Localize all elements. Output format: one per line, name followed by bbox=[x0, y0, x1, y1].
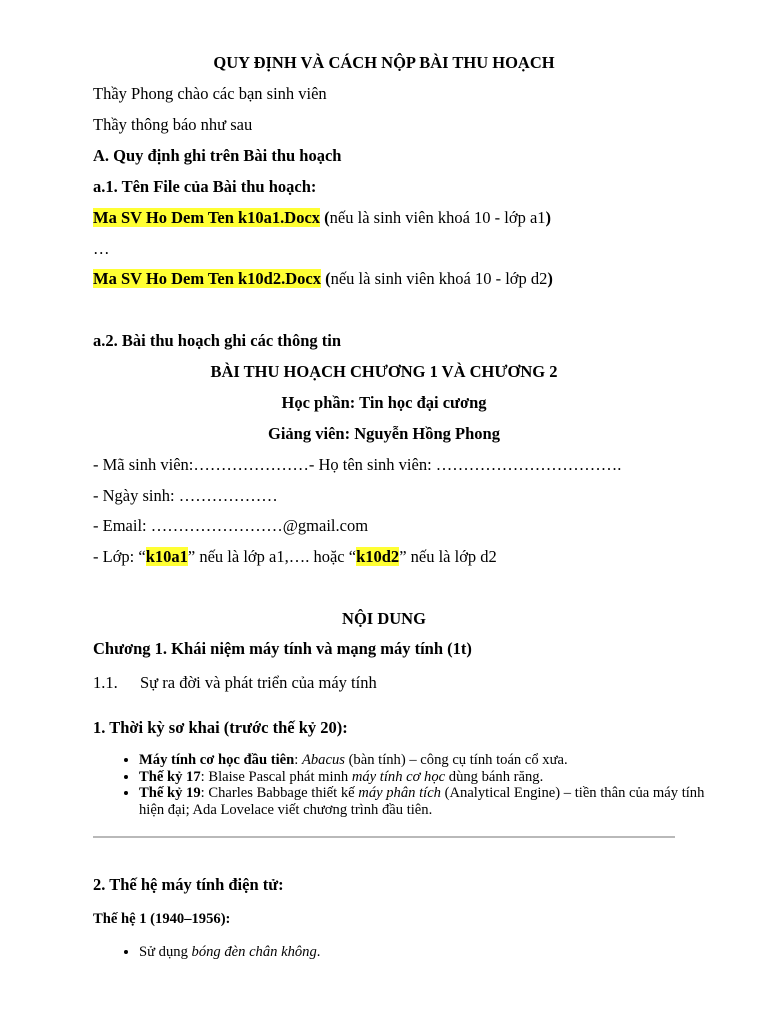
a2-heading: a.2. Bài thu hoạch ghi các thông tin bbox=[93, 331, 341, 350]
class-code-a1: k10a1 bbox=[145, 547, 188, 566]
generation-1-heading: Thế hệ 1 (1940–1956): bbox=[93, 911, 231, 927]
list-item: • Thế kỷ 19: Charles Babbage thiết kế máy phân tích (Analytical Engine) – tiền thân của máy tính hiện đại; Ada Lovelace viết chương trình đầu tiên. bbox=[139, 785, 729, 818]
generation-1-list bbox=[93, 944, 729, 961]
class-code-d2: k10d2 bbox=[356, 547, 400, 566]
notice: Thầy thông báo như sau bbox=[93, 115, 253, 134]
list-item: • Sử dụng bóng đèn chân không. bbox=[139, 944, 729, 961]
subsection-title: Sự ra đời và phát triển của máy tính bbox=[140, 673, 377, 692]
class-field: - Lớp: “k10a1” nếu là lớp a1,…. hoặc “k10d2” nếu là lớp d2 bbox=[93, 547, 497, 566]
period-1-heading: 1. Thời kỳ sơ khai (trước thế kỷ 20): bbox=[93, 718, 348, 737]
a1-heading: a.1. Tên File của Bài thu hoạch: bbox=[93, 177, 317, 196]
student-id-field: - Mã sinh viên:…………………- Họ tên sinh viên: ……………………………. bbox=[93, 455, 622, 474]
subsection-number: 1.1. bbox=[93, 673, 118, 692]
file-name-highlight: Ma SV Ho Dem Ten k10a1.Docx bbox=[93, 208, 321, 227]
section-a-heading: A. Quy định ghi trên Bài thu hoạch bbox=[93, 146, 342, 165]
list-item: • Máy tính cơ học đầu tiên: Abacus (bàn tính) – công cụ tính toán cổ xưa. bbox=[139, 752, 729, 769]
content-heading: NỘI DUNG bbox=[342, 609, 426, 628]
file-name-a1: Ma SV Ho Dem Ten k10a1.Docx (nếu là sinh viên khoá 10 - lớp a1) bbox=[93, 208, 552, 227]
period-1-list bbox=[93, 752, 729, 818]
report-title: BÀI THU HOẠCH CHƯƠNG 1 VÀ CHƯƠNG 2 bbox=[210, 362, 558, 381]
email-field: - Email: ……………………@gmail.com bbox=[93, 516, 369, 535]
chapter-1-heading: Chương 1. Khái niệm máy tính và mạng máy tính (1t) bbox=[93, 639, 472, 658]
course-name: Học phần: Tin học đại cương bbox=[281, 393, 487, 412]
subsection-1-1 bbox=[93, 673, 377, 693]
lecturer-name: Giảng viên: Nguyễn Hồng Phong bbox=[268, 424, 500, 443]
dob-field: - Ngày sinh: ……………… bbox=[93, 486, 278, 505]
list-item: • Thế kỷ 17: Blaise Pascal phát minh máy tính cơ học dùng bánh răng. bbox=[139, 769, 729, 786]
greeting: Thầy Phong chào các bạn sinh viên bbox=[93, 84, 327, 103]
file-name-highlight: Ma SV Ho Dem Ten k10d2.Docx bbox=[93, 269, 321, 288]
doc-title: QUY ĐỊNH VÀ CÁCH NỘP BÀI THU HOẠCH bbox=[213, 53, 555, 72]
horizontal-rule bbox=[93, 836, 675, 838]
file-name-d2: Ma SV Ho Dem Ten k10d2.Docx (nếu là sinh viên khoá 10 - lớp d2) bbox=[93, 269, 553, 288]
period-2-heading: 2. Thế hệ máy tính điện tử: bbox=[93, 875, 284, 894]
ellipsis: … bbox=[93, 239, 110, 258]
